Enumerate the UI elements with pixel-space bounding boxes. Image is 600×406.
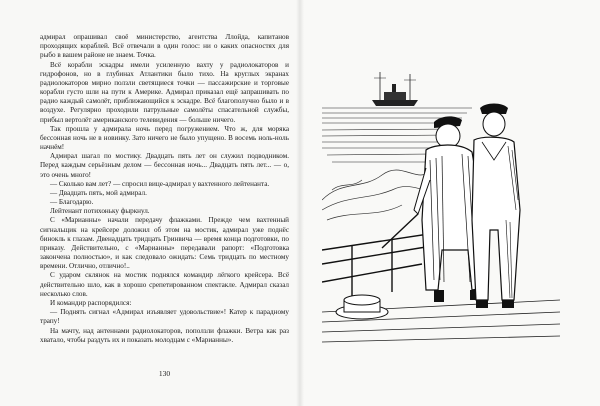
paragraph: И командир распорядился: xyxy=(50,298,132,307)
paragraph: адмирал опрашивал своё министерство, агентства Ллойда, капитанов проходящих кораблей. Всё отвечали в один голос: ни о каких опасностях для рыбо в вашем районе не знаем. Точка. xyxy=(40,33,289,60)
paragraph: С «Марианны» начали передачу флажками. Прежде чем вахтенный сигнальщик на крейсере доложил об этом на мостик, адмирал уже поднёс бинокль к глазам. Двенадцать тридцать Гринвича — время конца подготовки, по приказу. Действительно, с «Марианны» передавали рапорт: «Подготовка закончена полностью», и как следовало ожидать: Семь тридцать по местному времени. Отлично, отлично!.. xyxy=(40,216,289,271)
paragraph: — Благодарю. xyxy=(50,198,94,207)
officer-in-coat xyxy=(382,116,484,302)
gutter-shadow xyxy=(296,0,304,406)
officer-standing xyxy=(472,104,520,309)
paragraph: — Сколько вам лет? — спросил вице-адмирал у вахтенного лейтенанта. xyxy=(50,179,270,188)
illustration xyxy=(322,50,560,346)
distant-ship xyxy=(372,72,418,106)
paragraph: Всё корабли эскадры имели усиленную вахту у радиолокаторов и гидрофонов, но в глубинах Атлантики было тихо. На круглых экранах радиолокаторов мирно ползли светящиеся точки — пассажирские и торговые корабли густо шли на пути к Америке. Адмирал приказал ещё запрашивать по радио каждый самолёт, приближающийся к эскадре. Всё благополучно было и в воздухе. Регулярно проходили патрульные самолёты спасательной службы, прибыл вертолёт американского телевидения — больше ничего. xyxy=(40,60,289,124)
paragraph: Адмирал шагал по мостику. Двадцать пять лет он служил подводником. Перед каждым серьёзным делом — бессонная ночь... Двадцать пять лет... — о, это очень много! xyxy=(40,152,289,179)
paragraph: На мачту, над антеннами радиолокаторов, поползли флажки. Ветра как раз хватало, чтобы раздуть их и показать молодцам с «Марианны». xyxy=(40,326,289,344)
ink-drawing-two-officers-on-deck xyxy=(322,50,560,346)
paragraph: Так прошла у адмирала ночь перед погружением. Что ж, для моряка бессонная ночь не в новинку. Зато ничего не было упущено. В восемь ноль-ноль начнём! xyxy=(40,124,289,152)
paragraph: С ударом склянок на мостик поднялся командир лёгкого крейсера. Всё действительно шло, как в хорошо срепетированном спектакле. Адмирал сказал несколько слов. xyxy=(40,271,289,298)
bollard xyxy=(336,295,388,319)
page-number: 130 xyxy=(158,369,171,378)
body-text xyxy=(40,33,289,345)
paragraph: — Поднять сигнал «Адмирал изъявляет удовольствие»! Катер к парадному трапу! xyxy=(40,308,289,326)
paragraph: — Двадцать пять, мой адмирал. xyxy=(50,188,147,197)
paragraph: Лейтенант потихоньку фыркнул. xyxy=(50,207,150,216)
